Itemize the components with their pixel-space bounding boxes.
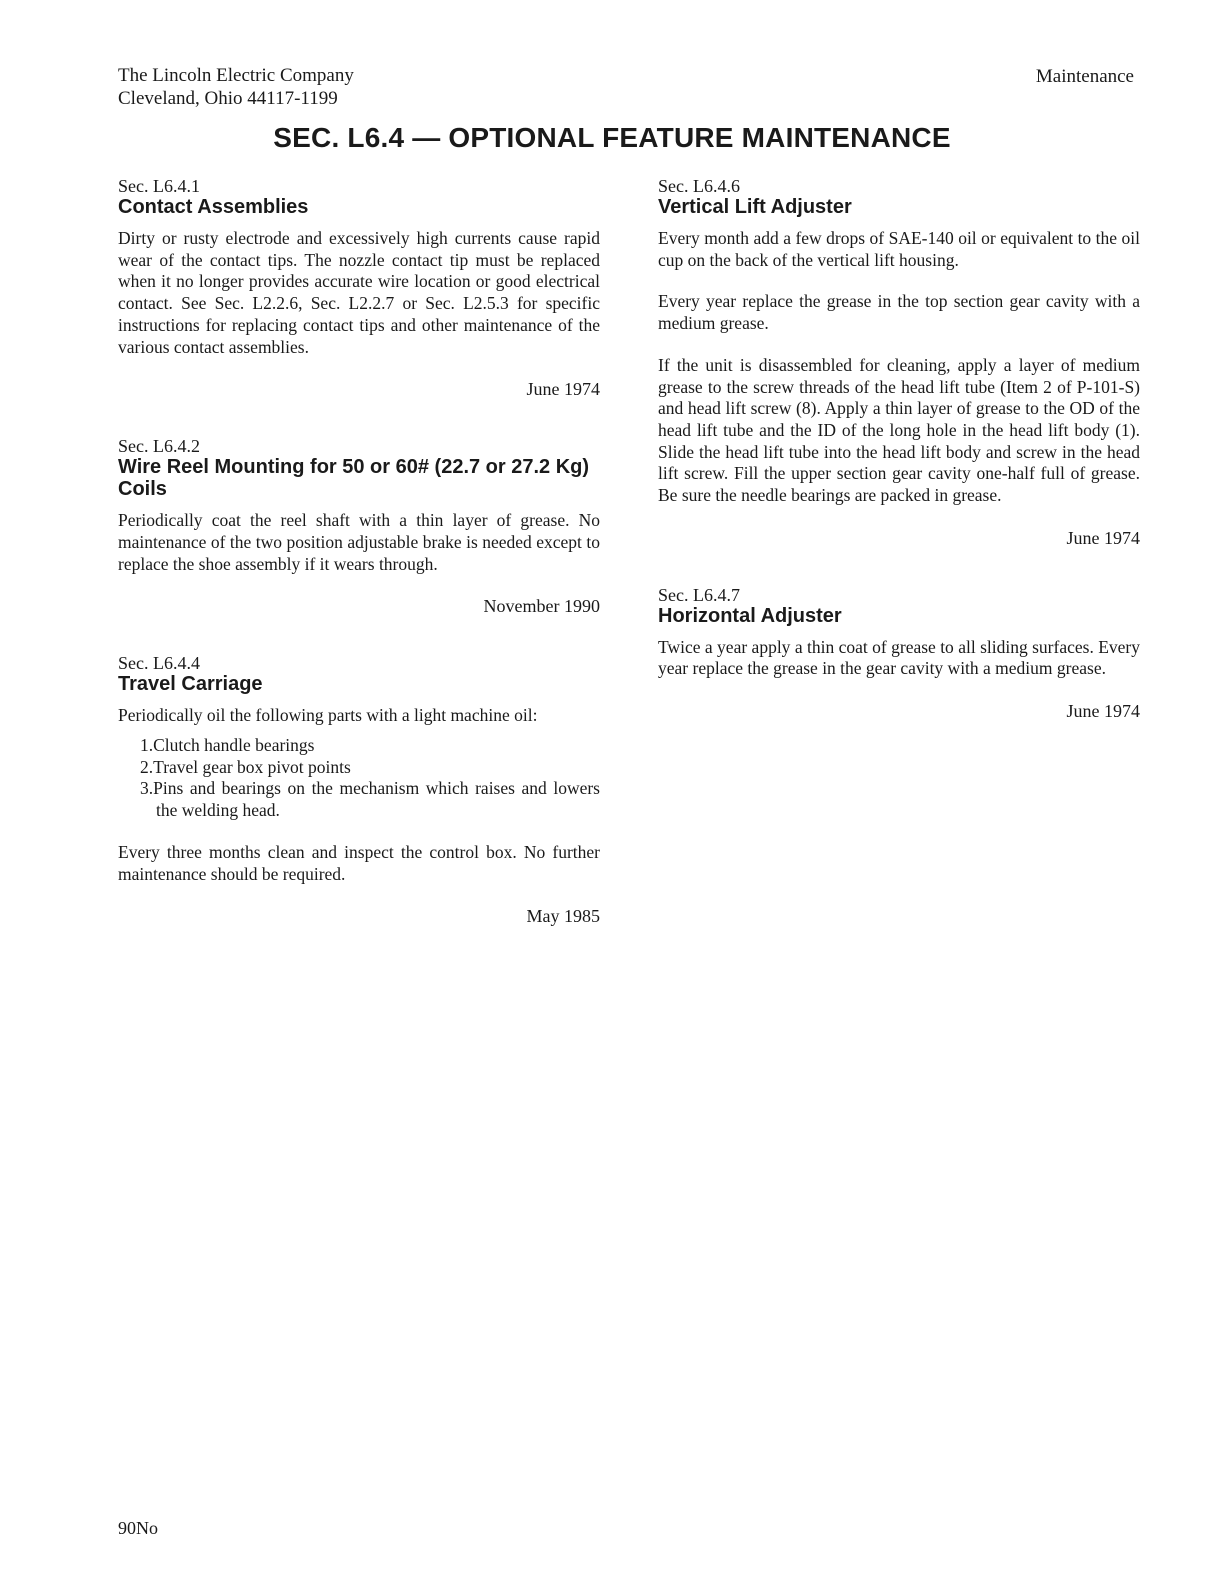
section-date: June 1974 (1066, 527, 1140, 548)
section-number: Sec. L6.4.7 (658, 584, 740, 605)
section-title: Travel Carriage (118, 673, 263, 696)
section-intro: Periodically oil the following parts with a light machine oil: (118, 705, 538, 726)
header-section-label: Maintenance (1035, 66, 1134, 87)
right-column (658, 176, 1140, 758)
header-company-block (118, 64, 354, 110)
section-paragraph: Twice a year apply a thin coat of grease to all sliding surfaces. Every year replace the grease in the gear cavity with a medium grease. (658, 636, 1140, 679)
company-name: The Lincoln Electric Company (118, 65, 354, 86)
list-item: 2.Travel gear box pivot points (140, 756, 351, 777)
list-item: 1.Clutch handle bearings (140, 735, 315, 756)
section-date: May 1985 (526, 906, 600, 927)
section-title: Wire Reel Mounting for 50 or 60# (22.7 or 27.2 Kg) Coils (118, 456, 590, 501)
section-paragraph: Dirty or rusty electrode and excessively high currents cause rapid wear of the contact tips. The nozzle contact tip must be replaced when it no longer provides accurate wire location or good electrical contact. See Sec. L2.2.6, Sec. L2.2.7 or Sec. L2.5.3 for specific instructions for replacing contact tips and other maintenance of the various contact assemblies. (118, 228, 600, 357)
section-date: June 1974 (1066, 701, 1140, 722)
footer-code: 90No (118, 1518, 158, 1538)
left-column (118, 176, 600, 963)
section-title: Horizontal Adjuster (658, 604, 842, 627)
oil-parts-list (118, 735, 600, 822)
section-horizontal-adjuster (658, 585, 1140, 722)
page-title: SEC. L6.4 — OPTIONAL FEATURE MAINTENANCE (273, 122, 951, 153)
company-address: Cleveland, Ohio 44117-1199 (118, 88, 338, 109)
section-paragraph: Periodically coat the reel shaft with a thin layer of grease. No maintenance of the two position adjustable brake is needed except to replace the shoe assembly if it wears through. (118, 510, 600, 574)
section-date: June 1974 (526, 379, 600, 400)
section-date: November 1990 (483, 596, 600, 617)
section-travel-carriage (118, 653, 600, 927)
list-item: 3.Pins and bearings on the mechanism which raises and lowers the welding head. (140, 778, 600, 821)
section-number: Sec. L6.4.1 (118, 176, 200, 196)
section-title: Vertical Lift Adjuster (658, 196, 852, 218)
section-paragraph: Every year replace the grease in the top section gear cavity with a medium grease. (658, 291, 1140, 334)
section-contact-assemblies (118, 176, 600, 400)
section-title: Contact Assemblies (118, 196, 309, 218)
section-number: Sec. L6.4.2 (118, 436, 200, 457)
section-number: Sec. L6.4.6 (658, 176, 740, 196)
section-paragraph: Every three months clean and inspect the control box. No further maintenance should be required. (118, 841, 600, 884)
section-vertical-lift-adjuster (658, 176, 1140, 549)
section-wire-reel-mounting (118, 436, 600, 617)
section-number: Sec. L6.4.4 (118, 653, 200, 674)
section-paragraph: If the unit is disassembled for cleaning, apply a layer of medium grease to the screw threads of the head lift tube (Item 2 of P-101-S) and head lift screw (8). Apply a thin layer of grease to the OD of the head lift tube and the ID of the long hole in the head lift body (1). Slide the head lift tube into the head lift body and screw in the head lift screw. Fill the upper section gear cavity one-half full of grease. Be sure the needle bearings are packed in grease. (658, 354, 1140, 506)
section-paragraph: Every month add a few drops of SAE-140 oil or equivalent to the oil cup on the back of the vertical lift housing. (658, 228, 1140, 270)
